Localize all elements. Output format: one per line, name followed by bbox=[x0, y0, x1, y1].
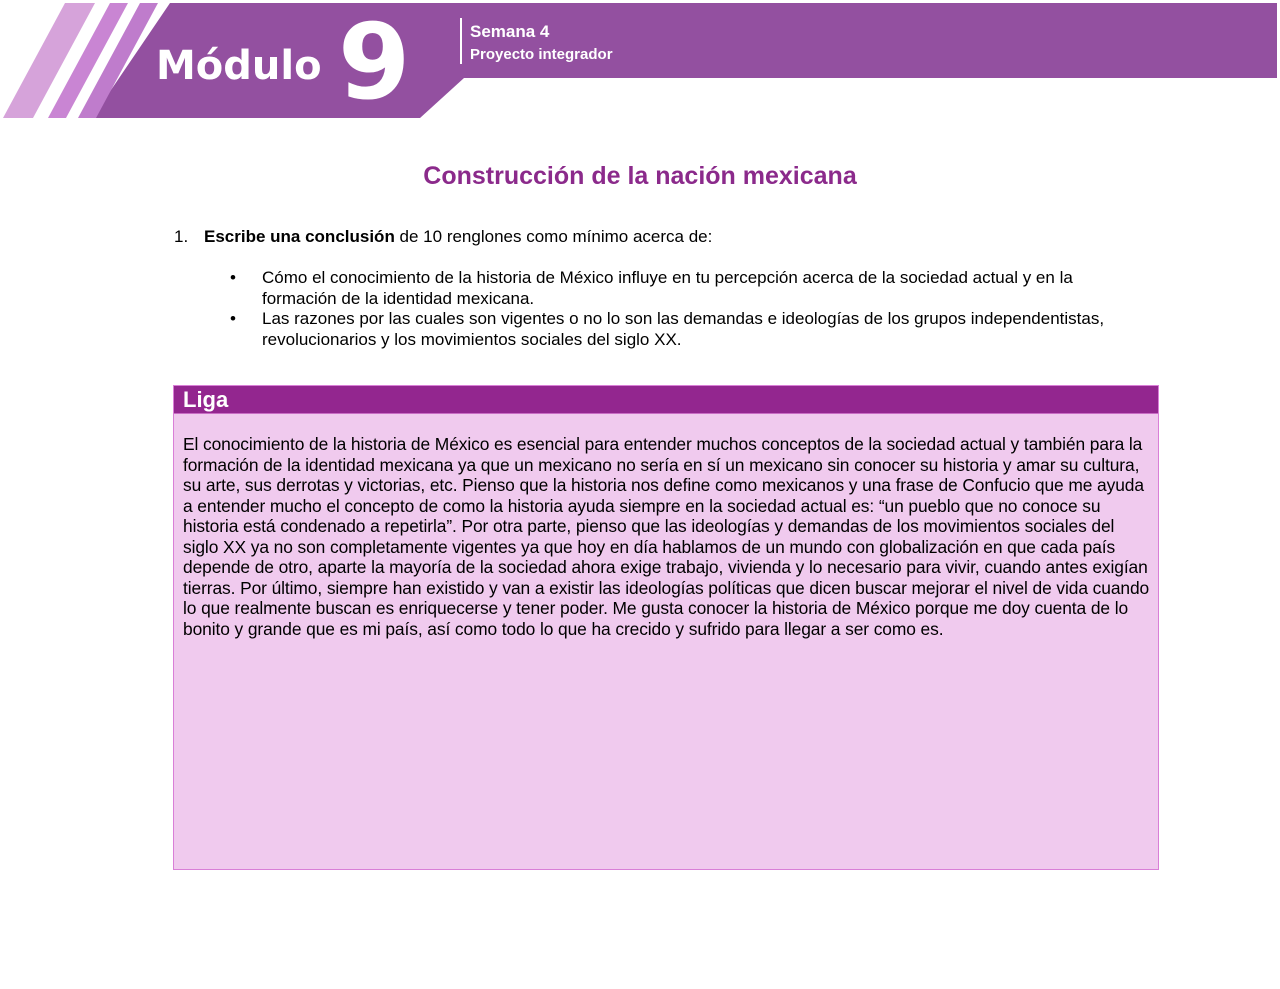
module-banner bbox=[0, 0, 1280, 122]
page-title: Construcción de la nación mexicana bbox=[423, 162, 857, 190]
answer-box-body[interactable]: El conocimiento de la historia de México es esencial para entender muchos conceptos de la sociedad actual y también para la formación de la identidad mexicana ya que un mexicano no sería en sí un mexicano sin conocer su historia y amar su cultura, su arte, sus derrotas y victorias, etc. Pienso que la historia nos define como mexicanos y una frase de Confucio que me ayuda a entender mucho el concepto de como la historia ayuda siempre en la sociedad actual es: “un pueblo que no conoce su historia está condenado a repetirla”. Por otra parte, pienso que las ideologías y demandas de los movimientos sociales del siglo XX ya no son completamente vigentes ya que hoy en día hablamos de un mundo con globalización en que cada país depende de otro, aparte la mayoría de la sociedad ahora exige trabajo, vivienda y lo necesario para vivir, cuando antes exigían tierras. Por último, siempre han existido y van a existir las ideologías políticas que dicen buscar mejorar el nivel de vida cuando lo que realmente buscan es enriquecerse y tener poder. Me gusta conocer la historia de México porque me doy cuenta de lo bonito y grande que es mi país, así como todo lo que ha crecido y sufrido para llegar a ser como es. bbox=[183, 434, 1150, 639]
instruction-text bbox=[204, 227, 712, 247]
project-label: Proyecto integrador bbox=[470, 46, 613, 63]
instruction-bold: Escribe una conclusión bbox=[204, 227, 395, 246]
module-label: Módulo bbox=[156, 43, 322, 89]
instruction-rest: de 10 renglones como mínimo acerca de: bbox=[394, 227, 713, 246]
week-label: Semana 4 bbox=[470, 22, 550, 41]
bullet-icon: • bbox=[230, 268, 236, 287]
answer-box-header: Liga bbox=[174, 386, 1158, 414]
list-item bbox=[230, 268, 1130, 309]
bullet-icon: • bbox=[230, 309, 236, 328]
list-item bbox=[230, 309, 1130, 350]
module-number: 9 bbox=[338, 1, 411, 122]
answer-box bbox=[173, 385, 1159, 870]
bullet-text: Cómo el conocimiento de la historia de México influye en tu percepción acerca de la sociedad actual y en la formación de la identidad mexicana. bbox=[262, 268, 1073, 308]
bullet-text: Las razones por las cuales son vigentes o no lo son las demandas e ideologías de los grupos independentistas, revolucionarios y los movimientos sociales del siglo XX. bbox=[262, 309, 1105, 349]
bullet-list bbox=[230, 268, 1130, 350]
instruction-number: 1. bbox=[174, 227, 189, 246]
